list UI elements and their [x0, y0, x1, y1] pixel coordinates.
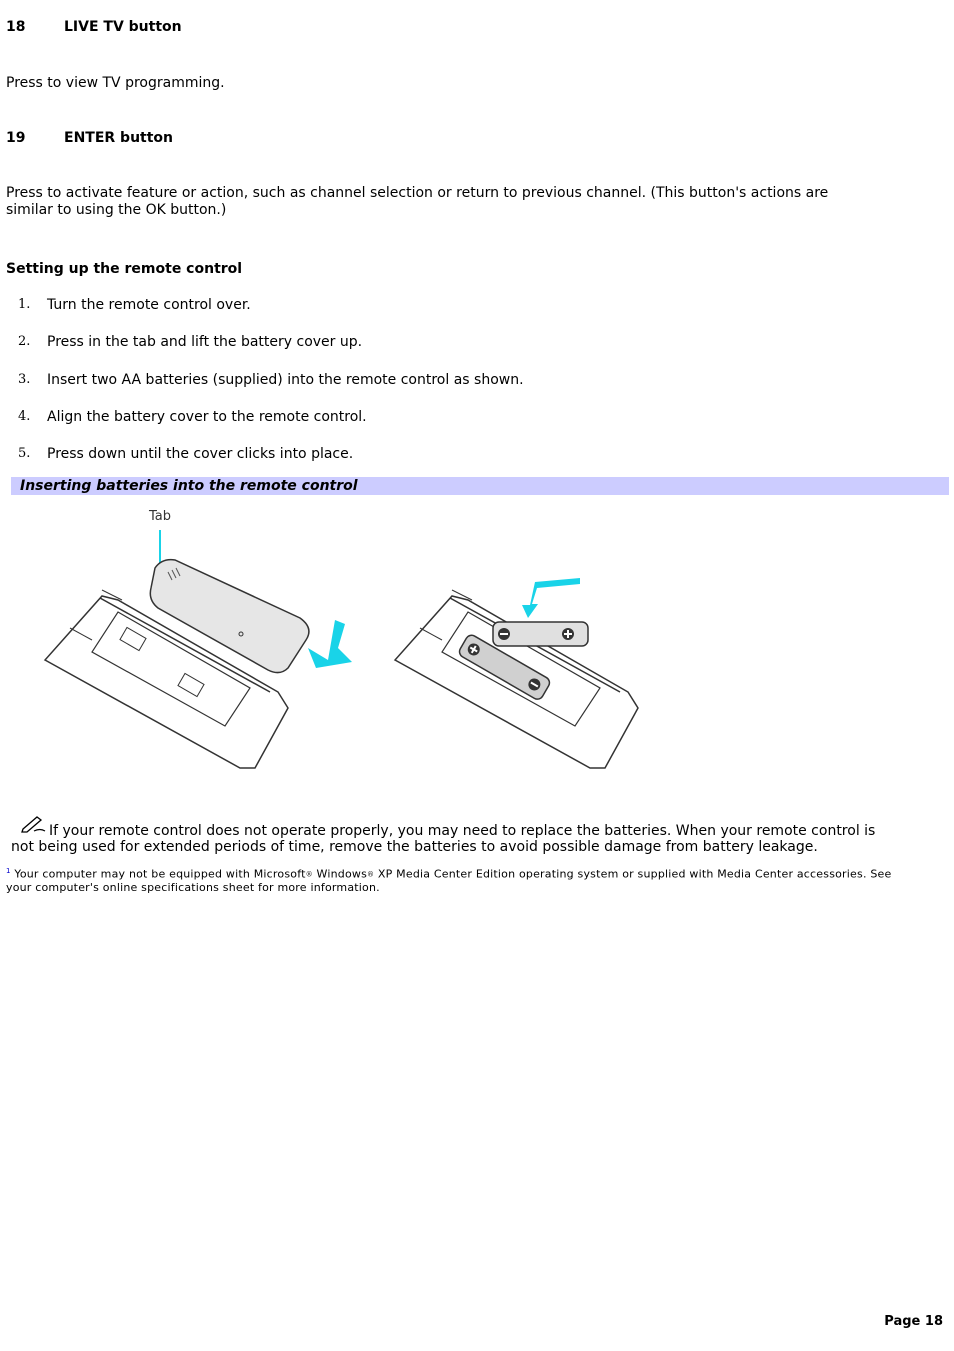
- step-number: 1.: [18, 297, 31, 312]
- down-arrow-icon: [308, 620, 352, 668]
- footnote-marker[interactable]: 1: [6, 867, 11, 875]
- step-number: 5.: [18, 446, 31, 461]
- setup-heading: Setting up the remote control: [6, 261, 243, 277]
- step-number: 4.: [18, 409, 31, 424]
- step-text: Press in the tab and lift the battery cover up.: [47, 334, 363, 350]
- figure-caption: Inserting batteries into the remote control: [20, 478, 358, 494]
- battery-installation-illustration: [30, 500, 660, 780]
- step-text: Turn the remote control over.: [47, 297, 251, 313]
- registered-mark: ®: [305, 870, 313, 879]
- step-text: Align the battery cover to the remote control.: [47, 409, 367, 425]
- section-number: 18: [6, 19, 26, 35]
- footnote-text: your computer's online specifications sheet for more information.: [6, 881, 380, 894]
- insert-arrow-icon: [522, 578, 580, 618]
- section-text: Press to activate feature or action, such as channel selection or return to previous channel. (This button's actions are: [6, 185, 829, 201]
- battery-upper: [493, 622, 588, 646]
- footnote: [6, 867, 891, 881]
- step-text: Press down until the cover clicks into place.: [47, 446, 354, 462]
- note-text: If your remote control does not operate properly, you may need to replace the batteries. When your remote control is: [49, 823, 876, 839]
- page-number: Page 18: [884, 1314, 943, 1329]
- section-text: similar to using the OK button.): [6, 202, 227, 218]
- step-number: 3.: [18, 372, 31, 387]
- section-text: Press to view TV programming.: [6, 75, 225, 91]
- footnote-text: XP Media Center Edition operating system or supplied with Media Center accessories. See: [374, 867, 892, 881]
- step-text: Insert two AA batteries (supplied) into the remote control as shown.: [47, 372, 524, 388]
- section-number: 19: [6, 130, 26, 146]
- section-title: LIVE TV button: [64, 19, 182, 35]
- figure-caption-bar: [11, 477, 949, 495]
- battery-cover: [150, 560, 309, 673]
- note-text: not being used for extended periods of time, remove the batteries to avoid possible damage from battery leakage.: [11, 839, 818, 855]
- section-title: ENTER button: [64, 130, 174, 146]
- tab-label: Tab: [149, 509, 172, 524]
- footnote-text: Your computer may not be equipped with Microsoft: [14, 867, 306, 881]
- footnote-text: Windows: [312, 867, 367, 881]
- step-number: 2.: [18, 334, 31, 349]
- pencil-note-icon: [20, 815, 46, 833]
- registered-mark: ®: [367, 870, 375, 879]
